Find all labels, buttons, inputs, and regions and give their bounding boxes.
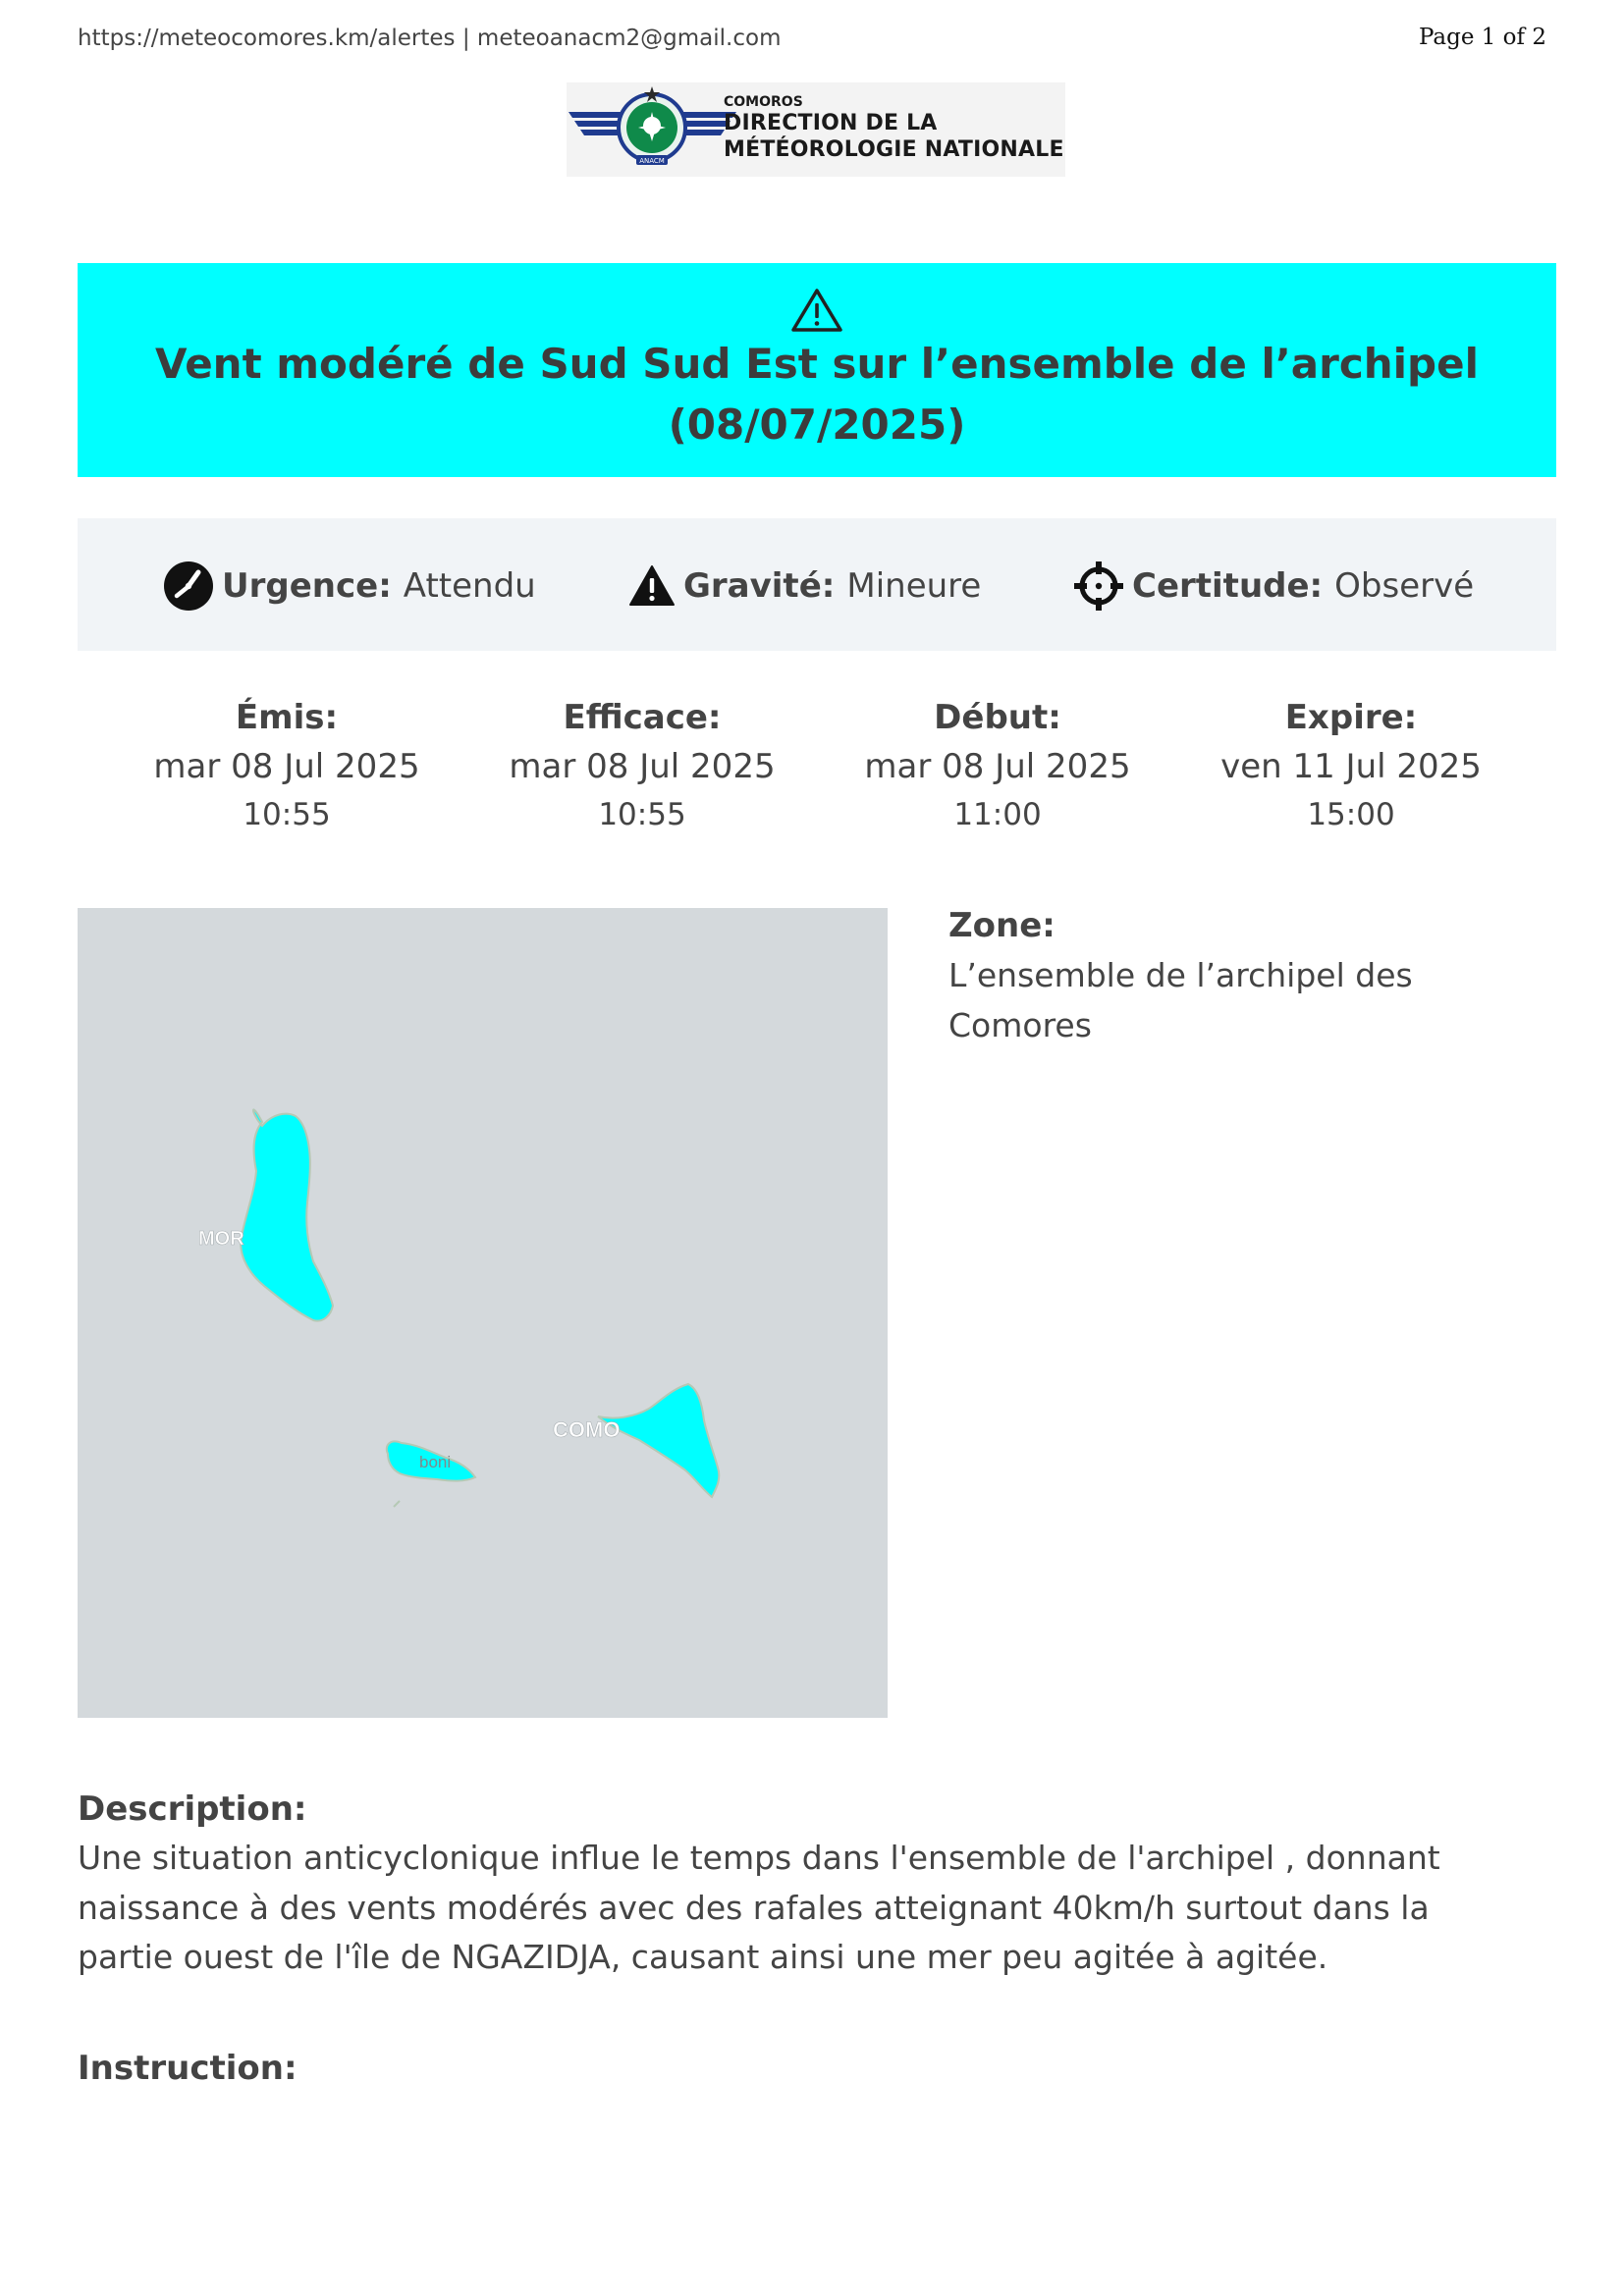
certainty-item bbox=[1073, 563, 1474, 609]
date-expires-time: 15:00 bbox=[1307, 797, 1395, 832]
date-expires-day: ven 11 Jul 2025 bbox=[1220, 747, 1482, 786]
date-expires-label: Expire: bbox=[1284, 698, 1418, 737]
source-url[interactable]: https://meteocomores.km/alertes bbox=[78, 26, 462, 51]
description-label: Description: bbox=[78, 1789, 307, 1829]
crosshair-icon bbox=[1073, 561, 1124, 612]
date-expires bbox=[1184, 693, 1518, 838]
map-canvas bbox=[78, 908, 888, 1718]
island-ngazidja bbox=[241, 1109, 333, 1320]
dmn-logo-text bbox=[724, 94, 1064, 163]
date-onset-time: 11:00 bbox=[953, 797, 1042, 832]
alert-title: Vent modéré de Sud Sud Est sur l’ensemble de l’archipel (08/07/2025) bbox=[154, 340, 1480, 449]
logo-org-line1: DIRECTION DE LA bbox=[724, 111, 938, 135]
date-effective bbox=[475, 693, 809, 838]
dmn-emblem-icon bbox=[567, 82, 738, 177]
date-effective-time: 10:55 bbox=[598, 797, 686, 832]
date-issued bbox=[120, 693, 454, 838]
instruction-label: Instruction: bbox=[78, 2049, 298, 2088]
map-label-como: COMO bbox=[553, 1417, 621, 1442]
certainty-value: Observé bbox=[1334, 566, 1475, 606]
logo-country: COMOROS bbox=[724, 94, 803, 110]
page-header-source bbox=[78, 26, 781, 51]
header-separator: | bbox=[461, 26, 477, 51]
urgency-item bbox=[163, 563, 536, 609]
severity-value: Mineure bbox=[846, 566, 982, 606]
logo-org-line2: MÉTÉOROLOGIE NATIONALE bbox=[724, 137, 1064, 162]
urgency-value: Attendu bbox=[403, 566, 536, 606]
page-number: Page 1 of 2 bbox=[1418, 25, 1546, 50]
alert-meta-bar bbox=[78, 518, 1556, 651]
warning-icon bbox=[628, 564, 676, 608]
date-effective-day: mar 08 Jul 2025 bbox=[509, 747, 776, 786]
date-onset bbox=[831, 693, 1164, 838]
dmn-logo bbox=[567, 82, 1065, 177]
alert-area-map[interactable] bbox=[78, 908, 888, 1718]
date-issued-time: 10:55 bbox=[243, 797, 331, 832]
date-onset-day: mar 08 Jul 2025 bbox=[864, 747, 1131, 786]
zone-text: L’ensemble de l’archipel des Comores bbox=[948, 956, 1413, 1044]
contact-email[interactable]: meteoanacm2@gmail.com bbox=[476, 26, 782, 51]
alert-banner bbox=[78, 263, 1556, 477]
clock-icon bbox=[163, 561, 214, 612]
svg-text:ANACM: ANACM bbox=[639, 157, 665, 165]
zone-section bbox=[948, 901, 1498, 1050]
severity-item bbox=[628, 563, 981, 609]
map-label-mor: MOR bbox=[198, 1228, 244, 1250]
zone-label: Zone: bbox=[948, 906, 1056, 945]
certainty-label: Certitude: bbox=[1132, 566, 1324, 606]
description-text: Une situation anticyclonique influe le temps dans l'ensemble de l'archipel , donnant naissance à des vents modérés avec des rafales atteignant 40km/h surtout dans la partie ouest de l'île de NGAZIDJA, causant ainsi une mer peu agitée à agitée. bbox=[78, 1839, 1440, 1976]
warning-triangle-outline-icon bbox=[789, 287, 844, 334]
severity-label: Gravité: bbox=[683, 566, 836, 606]
date-onset-label: Début: bbox=[934, 698, 1061, 737]
map-label-boni: boni bbox=[419, 1453, 452, 1471]
date-effective-label: Efficace: bbox=[563, 698, 722, 737]
urgency-label: Urgence: bbox=[222, 566, 392, 606]
description-section bbox=[78, 1785, 1556, 1983]
date-issued-label: Émis: bbox=[235, 698, 339, 737]
alert-dates bbox=[78, 693, 1556, 840]
date-issued-day: mar 08 Jul 2025 bbox=[153, 747, 420, 786]
